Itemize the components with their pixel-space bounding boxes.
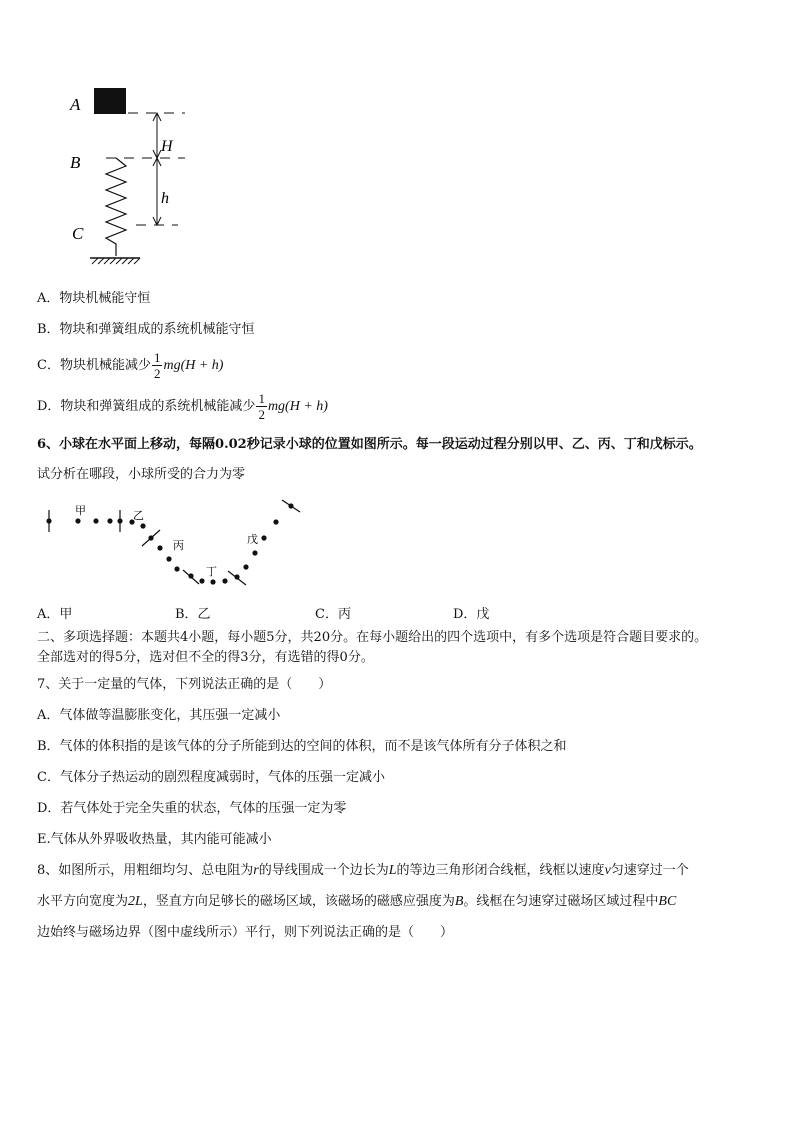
- q7-option-d: D．若气体处于完全失重的状态，气体的压强一定为零: [37, 801, 347, 816]
- dot: [93, 518, 98, 523]
- q7-option-c: C．气体分子热运动的剧烈程度减弱时，气体的压强一定减小: [37, 770, 385, 785]
- label-h: h: [161, 190, 169, 207]
- q8-line3: 边始终与磁场边界（图中虚线所示）平行，则下列说法正确的是（ ）: [37, 925, 454, 940]
- label-ding: 丁: [206, 566, 217, 578]
- q5-option-a: A．物块机械能守恒: [37, 291, 151, 306]
- motion-figure: [40, 496, 320, 596]
- dot: [117, 518, 122, 523]
- dot: [140, 523, 145, 528]
- dot: [148, 535, 153, 540]
- q7-stem: 7、关于一定量的气体，下列说法正确的是（ ）: [37, 677, 332, 692]
- q6-stem-line1: 6、小球在水平面上移动，每隔0.02秒记录小球的位置如图所示。每一段运动过程分别以甲、乙、丙、丁和戊标示。: [37, 437, 702, 452]
- symbol-BC: BC: [658, 894, 677, 909]
- dot: [157, 545, 162, 550]
- spring: [106, 158, 126, 256]
- dot: [234, 574, 239, 579]
- fraction: $\frac{1}{2}$: [153, 350, 161, 381]
- dot: [166, 556, 171, 561]
- expression: mg(H + h): [163, 358, 224, 373]
- dot: [199, 578, 204, 583]
- q5-option-b: B．物块和弹簧组成的系统机械能守恒: [37, 322, 255, 337]
- dot: [210, 579, 215, 584]
- label-c: C: [72, 224, 84, 243]
- dot: [107, 518, 112, 523]
- dot: [243, 564, 248, 569]
- q5-option-d-label: D．物块和弹簧组成的系统机械能减少: [37, 399, 256, 414]
- q6-choice-b: B．乙: [175, 607, 211, 622]
- symbol-2L: 2L: [128, 894, 143, 909]
- q8-line2: 水平方向宽度为2L，竖直方向足够长的磁场区域，该磁场的磁感应强度为B。线框在匀速穿过磁场区域过程中BC: [37, 894, 677, 909]
- q8-line1: 8、如图所示，用粗细均匀、总电阻为r的导线围成一个边长为L的等边三角形闭合线框，线框以速度v匀速穿过一个: [37, 863, 689, 878]
- label-wu: 戊: [247, 534, 258, 546]
- dot: [273, 519, 278, 524]
- dot: [222, 578, 227, 583]
- symbol-v: v: [604, 863, 611, 878]
- q5-option-d: [37, 391, 328, 423]
- q6-choice-d: D．戊: [453, 607, 490, 622]
- section2-line1: 二、多项选择题：本题共4小题，每小题5分，共20分。在每小题给出的四个选项中，有多个选项是符合题目要求的。: [37, 630, 708, 645]
- spring-figure: [60, 80, 200, 280]
- label-yi: 乙: [133, 510, 144, 522]
- q7-option-b: B．气体的体积指的是该气体的分子所能到达的空间的体积，而不是该气体所有分子体积之和: [37, 739, 567, 754]
- block: [94, 88, 126, 114]
- q7-option-e: E.气体从外界吸收热量，其内能可能减小: [37, 832, 272, 847]
- label-a: A: [70, 95, 81, 114]
- q7-option-a: A．气体做等温膨胀变化，其压强一定减小: [37, 708, 281, 723]
- section2-line2: 全部选对的得5分，选对但不全的得3分，有选错的得0分。: [37, 650, 374, 665]
- dot: [261, 535, 266, 540]
- q5-option-c-label: C．物块机械能减少: [37, 358, 151, 373]
- symbol-L: L: [388, 863, 397, 878]
- label-H: H: [161, 138, 173, 155]
- label-b: B: [70, 153, 81, 172]
- dot: [252, 550, 257, 555]
- expression: mg(H + h): [267, 399, 328, 414]
- dot: [188, 573, 193, 578]
- ground-hatch: [92, 258, 140, 264]
- q6-choice-c: C．丙: [315, 607, 351, 622]
- dot: [174, 566, 179, 571]
- dot: [288, 503, 293, 508]
- q5-option-c: [37, 350, 223, 382]
- q6-stem-line2: 试分析在哪段，小球所受的合力为零: [37, 467, 246, 482]
- dot: [75, 518, 80, 523]
- q6-choice-a: A．甲: [37, 607, 73, 622]
- fraction: $\frac{1}{2}$: [258, 391, 265, 422]
- label-bing: 丙: [173, 540, 184, 552]
- symbol-B: B: [454, 894, 464, 909]
- label-jia: 甲: [75, 505, 86, 517]
- symbol-r: r: [253, 863, 259, 878]
